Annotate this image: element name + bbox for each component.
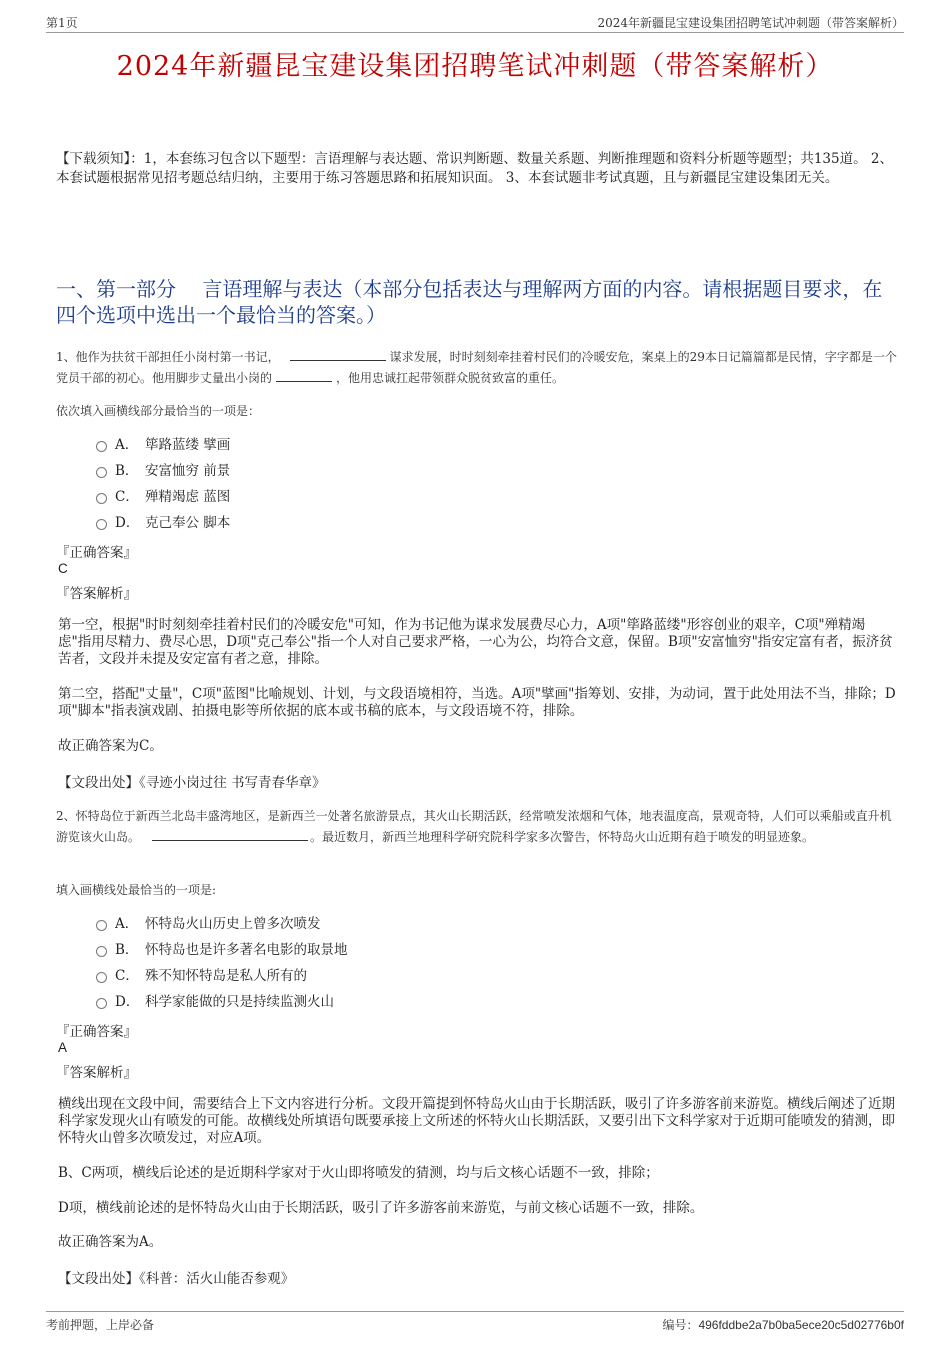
question-2-analysis-label: 『答案解析』 — [56, 1065, 137, 1081]
question-1-blank-1 — [290, 346, 386, 361]
radio-icon[interactable] — [96, 998, 107, 1009]
radio-icon[interactable] — [96, 493, 107, 504]
question-2-option-c[interactable] — [96, 963, 348, 989]
question-1-analysis-p1: 第一空，根据"时时刻刻牵挂着村民们的冷暖安危"可知，作为书记他为谋求发展费尽心力，A项"筚路蓝缕"形容创业的艰辛，C项"殚精竭虑"指用尽精力、费尽心思，D项"克己奉公"指一个人对自己要求严格，一心为公，均符合文意，保留。B项"安富恤穷"指安定富有者，振济贫苦者，文段并未提及安定富有者之意，排除。 — [58, 617, 893, 667]
question-2-option-b[interactable] — [96, 937, 348, 963]
download-notice: 【下载须知】：1，本套练习包含以下题型：言语理解与表达题、常识判断题、数量关系题、判断推理题和资料分析题等题型；共135道。 2、本套试题根据常见招考题总结归纳，主要用于练习答题思路和拓展知识面。 3、本套试题非考试真题，且与新疆昆宝建设集团无关。 — [56, 151, 893, 186]
option-text: 殊不知怀特岛是私人所有的 — [145, 968, 307, 984]
question-2-prompt: 填入画横线处最恰当的一项是: — [56, 883, 217, 897]
header-divider — [46, 32, 904, 33]
question-2-analysis-p2: B、C两项，横线后论述的是近期科学家对于火山即将喷发的猜测，均与后文核心话题不一致，排除； — [58, 1165, 659, 1181]
question-2-option-d[interactable] — [96, 989, 348, 1015]
question-1-stem-part-c: ，他用忠诚扛起带领群众脱贫致富的重任。 — [336, 371, 565, 385]
running-header-title: 2024年新疆昆宝建设集团招聘笔试冲刺题（带答案解析） — [597, 16, 904, 30]
question-1-option-c[interactable] — [96, 484, 230, 510]
question-1-option-a[interactable] — [96, 432, 230, 458]
option-text: 安富恤穷 前景 — [145, 463, 231, 479]
option-text: 科学家能做的只是持续监测火山 — [145, 994, 334, 1010]
question-2-analysis-p3: D项，横线前论述的是怀特岛火山由于长期活跃，吸引了许多游客前来游览，与前文核心话题不一致，排除。 — [58, 1200, 704, 1216]
radio-icon[interactable] — [96, 519, 107, 530]
radio-icon[interactable] — [96, 920, 107, 931]
question-2-stem — [56, 806, 898, 847]
question-1-answer: C — [58, 561, 68, 576]
question-1-stem-part-a: 1、他作为扶贫干部担任小岗村第一书记， — [56, 350, 280, 364]
question-1-options — [96, 432, 230, 536]
question-1-analysis-p3: 故正确答案为C。 — [58, 738, 163, 754]
option-letter: C． — [115, 968, 139, 984]
option-letter: A． — [115, 437, 139, 453]
footer-slogan: 考前押题，上岸必备 — [46, 1318, 155, 1332]
question-2-answer: A — [58, 1040, 68, 1055]
document-title: 2024年新疆昆宝建设集团招聘笔试冲刺题（带答案解析） — [116, 51, 834, 82]
question-2-source: 【文段出处】《科普：活火山能否参观》 — [58, 1271, 295, 1287]
question-1-option-d[interactable] — [96, 510, 230, 536]
option-text: 克己奉公 脚本 — [145, 515, 231, 531]
option-letter: A． — [115, 916, 139, 932]
question-1-source: 【文段出处】《寻迹小岗过往 书写青春华章》 — [58, 775, 326, 791]
option-text: 怀特岛火山历史上曾多次喷发 — [145, 916, 321, 932]
question-2-analysis-p1: 横线出现在文段中间，需要结合上下文内容进行分析。文段开篇提到怀特岛火山由于长期活跃，吸引了许多游客前来游览。横线后阐述了近期科学家发现火山有喷发的可能。故横线处所填语句既要承接上文所述的怀特火山长期活跃，又要引出下文科学家对于近期可能喷发的猜测，即怀特火山曾多次喷发过，对应A项。 — [58, 1096, 895, 1146]
document-id: 编号：496fddbe2a7b0ba5ece20c5d02776b0f — [662, 1318, 904, 1332]
question-2-blank — [152, 826, 308, 841]
question-2-analysis-p4: 故正确答案为A。 — [58, 1234, 163, 1250]
question-1-prompt: 依次填入画横线部分最恰当的一项是： — [56, 404, 261, 418]
question-1-blank-2 — [276, 367, 332, 382]
radio-icon[interactable] — [96, 946, 107, 957]
radio-icon[interactable] — [96, 972, 107, 983]
question-1-stem — [56, 346, 898, 388]
question-1-stem-part-b: 谋求发展，时时刻刻牵挂着村民们的冷暖安危，案桌上的29本日记篇篇都是民情，字字都是一个党员干部的初心。他用脚步丈量出小岗的 — [56, 350, 897, 385]
question-1-analysis-label: 『答案解析』 — [56, 586, 137, 602]
radio-icon[interactable] — [96, 467, 107, 478]
option-text: 怀特岛也是许多著名电影的取景地 — [145, 942, 348, 958]
option-letter: C． — [115, 489, 139, 505]
question-1-answer-label: 『正确答案』 — [56, 545, 137, 561]
option-text: 筚路蓝缕 擘画 — [145, 437, 231, 453]
question-1-analysis-p2: 第二空，搭配"丈量"，C项"蓝图"比喻规划、计划，与文段语境相符，当选。A项"擘画"指筹划、安排，为动词，置于此处用法不当，排除；D项"脚本"指表演戏剧、拍摄电影等所依据的底本或书稿的底本，与文段语境不符，排除。 — [58, 686, 896, 719]
question-2-stem-part-a: 2、怀特岛位于新西兰北岛丰盛湾地区，是新西兰一处著名旅游景点，其火山长期活跃，经常喷发浓烟和气体，地表温度高，景观奇特，人们可以乘船或直升机游览该火山岛。 — [56, 809, 892, 844]
question-2-stem-part-b: 。最近数月，新西兰地理科学研究院科学家多次警告，怀特岛火山近期有趋于喷发的明显迹象。 — [310, 830, 815, 844]
question-2-option-a[interactable] — [96, 911, 348, 937]
section-heading: 一、第一部分 言语理解与表达（本部分包括表达与理解两方面的内容。请根据题目要求，在四个选项中选出一个最恰当的答案。） — [56, 277, 883, 327]
option-letter: D． — [115, 515, 140, 531]
page-number: 第1页 — [46, 16, 78, 30]
footer-divider — [46, 1311, 904, 1312]
question-2-options — [96, 911, 348, 1015]
option-letter: D． — [115, 994, 140, 1010]
option-letter: B． — [115, 463, 139, 479]
question-1-option-b[interactable] — [96, 458, 230, 484]
option-letter: B． — [115, 942, 139, 958]
radio-icon[interactable] — [96, 441, 107, 452]
option-text: 殚精竭虑 蓝图 — [145, 489, 231, 505]
question-2-answer-label: 『正确答案』 — [56, 1024, 137, 1040]
